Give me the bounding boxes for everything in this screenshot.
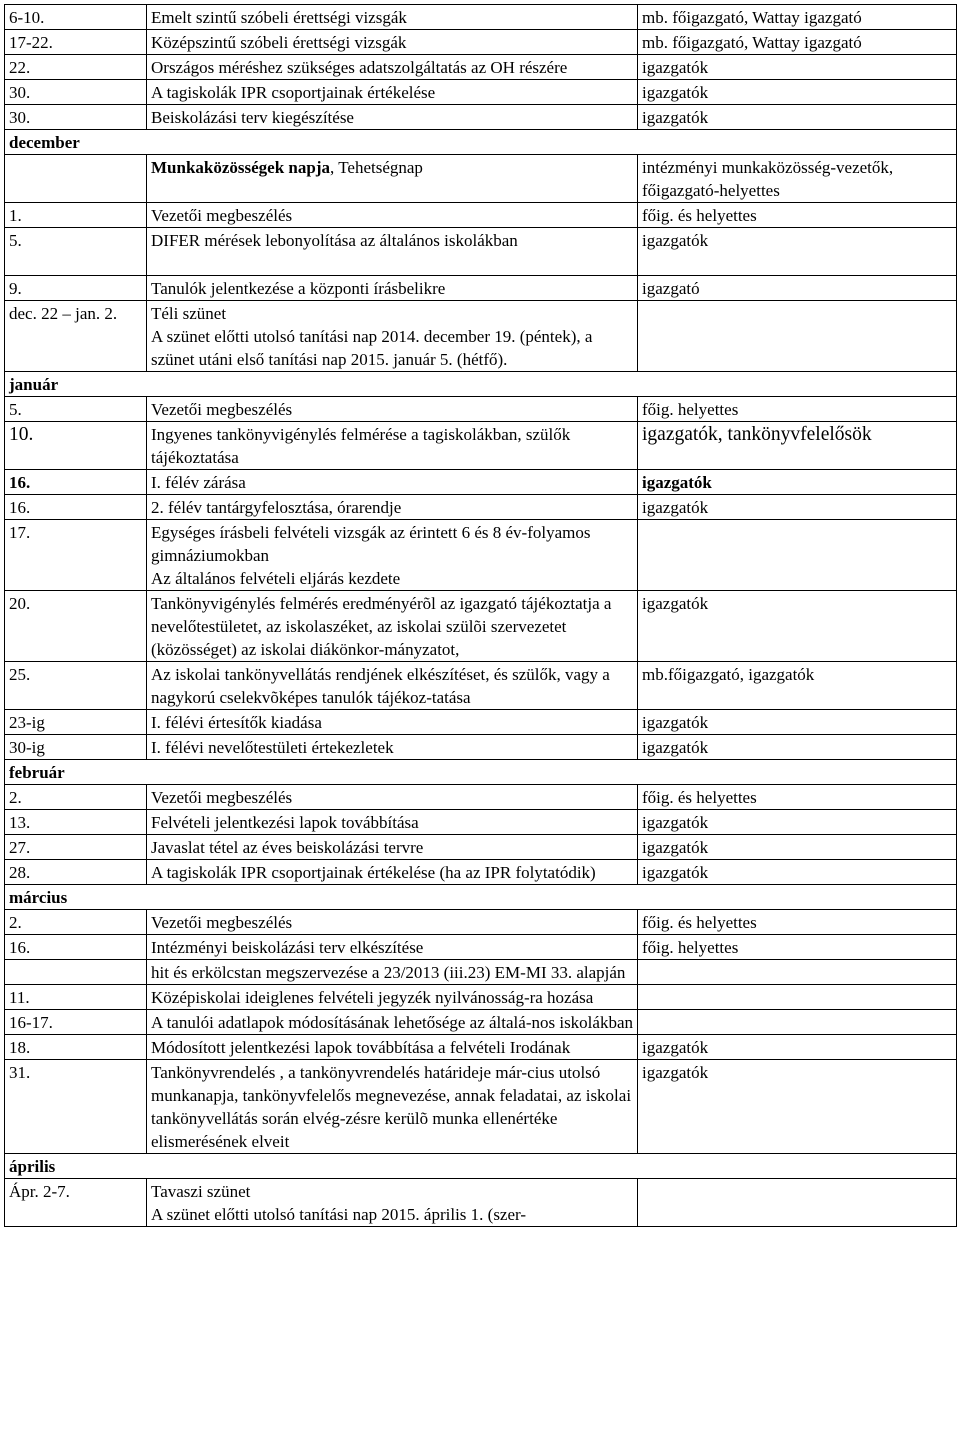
task-cell (147, 422, 638, 470)
date-cell: 5. (5, 228, 147, 276)
date-cell: 22. (5, 55, 147, 80)
responsible-cell (638, 960, 957, 985)
schedule-row (5, 785, 957, 810)
responsible-cell: igazgatók (638, 495, 957, 520)
date-cell: 16. (5, 470, 147, 495)
task-cell (147, 985, 638, 1010)
task-text: Középszintű szóbeli érettségi vizsgák (151, 33, 407, 52)
task-cell (147, 1179, 638, 1227)
task-cell (147, 203, 638, 228)
task-text: Ingyenes tankönyvigénylés felmérése a tagiskolákban, szülők tájékoztatása (151, 425, 571, 467)
task-cell (147, 1010, 638, 1035)
schedule-row (5, 710, 957, 735)
schedule-row (5, 1010, 957, 1035)
task-text: Középiskolai ideiglenes felvételi jegyzék nyilvánosság-ra hozása (151, 988, 594, 1007)
task-cell (147, 155, 638, 203)
responsible-cell (638, 1179, 957, 1227)
schedule-row (5, 397, 957, 422)
task-text: Vezetői megbeszélés (151, 206, 293, 225)
task-cell (147, 1060, 638, 1154)
schedule-row (5, 960, 957, 985)
task-text: Téli szünet A szünet előtti utolsó tanítási nap 2014. december 19. (péntek), a szünet utáni első tanítási nap 2015. január 5. (hétfő). (151, 304, 593, 369)
responsible-cell: főig. és helyettes (638, 203, 957, 228)
task-text: A tagiskolák IPR csoportjainak értékelése (151, 83, 436, 102)
date-cell (5, 155, 147, 203)
schedule-row (5, 591, 957, 662)
task-cell (147, 301, 638, 372)
schedule-row (5, 860, 957, 885)
schedule-row (5, 735, 957, 760)
task-text: Felvételi jelentkezési lapok továbbítása (151, 813, 419, 832)
schedule-row (5, 1060, 957, 1154)
task-cell (147, 30, 638, 55)
task-cell (147, 5, 638, 30)
date-cell: 10. (5, 422, 147, 470)
responsible-cell: igazgatók (638, 835, 957, 860)
responsible-cell: igazgatók (638, 228, 957, 276)
schedule-row (5, 276, 957, 301)
task-text: Vezetői megbeszélés (151, 788, 293, 807)
responsible-cell (638, 520, 957, 591)
task-text: I. félév zárása (151, 473, 246, 492)
task-cell (147, 470, 638, 495)
schedule-row (5, 30, 957, 55)
task-cell (147, 960, 638, 985)
date-cell: 1. (5, 203, 147, 228)
task-cell (147, 520, 638, 591)
schedule-table (4, 4, 957, 1227)
date-cell: 16. (5, 935, 147, 960)
responsible-cell (638, 985, 957, 1010)
month-label: április (5, 1154, 957, 1179)
schedule-row (5, 470, 957, 495)
task-text: Az iskolai tankönyvellátás rendjének elkészítéset, és szülők, vagy a nagykorú cselekvõképes tanulók tájékoz-tatása (151, 665, 610, 707)
task-cell (147, 910, 638, 935)
schedule-row (5, 1035, 957, 1060)
date-cell: 31. (5, 1060, 147, 1154)
task-text: I. félévi nevelőtestületi értekezletek (151, 738, 394, 757)
date-cell: 16. (5, 495, 147, 520)
schedule-row (5, 835, 957, 860)
task-text: Módosított jelentkezési lapok továbbítása a felvételi Irodának (151, 1038, 571, 1057)
responsible-cell: igazgatók (638, 591, 957, 662)
task-text: I. félévi értesítők kiadása (151, 713, 322, 732)
date-cell: 11. (5, 985, 147, 1010)
date-cell: 27. (5, 835, 147, 860)
task-text: A tanulói adatlapok módosításának lehetősége az általá-nos iskolákban (151, 1013, 633, 1032)
task-text: Tankönyvigénylés felmérés eredményérõl az igazgató tájékoztatja a nevelőtestületet, az iskolaszéket, az iskolai szülõi szervezetet (közösséget) az iskolai diákönkor-mányzatot, (151, 594, 612, 659)
date-cell: 25. (5, 662, 147, 710)
responsible-cell: igazgatók (638, 810, 957, 835)
responsible-cell: igazgatók (638, 1035, 957, 1060)
task-cell (147, 397, 638, 422)
date-cell: 23-ig (5, 710, 147, 735)
date-cell: 13. (5, 810, 147, 835)
task-text: Vezetői megbeszélés (151, 913, 293, 932)
responsible-cell: főig. helyettes (638, 397, 957, 422)
schedule-row (5, 155, 957, 203)
task-text: Beiskolázási terv kiegészítése (151, 108, 354, 127)
month-label: december (5, 130, 957, 155)
schedule-row (5, 910, 957, 935)
schedule-row (5, 301, 957, 372)
task-text: Egységes írásbeli felvételi vizsgák az érintett 6 és 8 év-folyamos gimnáziumokban Az általános felvételi eljárás kezdete (151, 523, 591, 588)
schedule-row (5, 422, 957, 470)
date-cell: 17-22. (5, 30, 147, 55)
responsible-cell: igazgatók, tankönyvfelelősök (638, 422, 957, 470)
task-cell (147, 228, 638, 276)
date-cell: 18. (5, 1035, 147, 1060)
schedule-row (5, 1179, 957, 1227)
task-cell (147, 1035, 638, 1060)
month-header-row (5, 130, 957, 155)
task-cell (147, 785, 638, 810)
task-text: Emelt szintű szóbeli érettségi vizsgák (151, 8, 407, 27)
schedule-row (5, 662, 957, 710)
date-cell: 6-10. (5, 5, 147, 30)
schedule-row (5, 80, 957, 105)
task-cell (147, 710, 638, 735)
task-cell (147, 935, 638, 960)
task-text: Vezetői megbeszélés (151, 400, 293, 419)
month-header-row (5, 1154, 957, 1179)
month-header-row (5, 760, 957, 785)
date-cell: 28. (5, 860, 147, 885)
date-cell: 30. (5, 105, 147, 130)
responsible-cell: igazgatók (638, 860, 957, 885)
task-cell (147, 55, 638, 80)
responsible-cell (638, 1010, 957, 1035)
schedule-rows (5, 5, 957, 1227)
schedule-row (5, 203, 957, 228)
date-cell: dec. 22 – jan. 2. (5, 301, 147, 372)
date-cell: 2. (5, 785, 147, 810)
task-text: Országos méréshez szükséges adatszolgáltatás az OH részére (151, 58, 568, 77)
responsible-cell: igazgatók (638, 105, 957, 130)
task-cell (147, 276, 638, 301)
task-text: DIFER mérések lebonyolítása az általános iskolákban (151, 231, 518, 250)
schedule-row (5, 228, 957, 276)
schedule-row (5, 5, 957, 30)
schedule-row (5, 105, 957, 130)
task-text: 2. félév tantárgyfelosztása, órarendje (151, 498, 402, 517)
responsible-cell: igazgatók (638, 55, 957, 80)
month-header-row (5, 372, 957, 397)
task-text: Tanulók jelentkezése a központi írásbelikre (151, 279, 446, 298)
date-cell: 2. (5, 910, 147, 935)
task-cell (147, 80, 638, 105)
responsible-cell: mb. főigazgató, Wattay igazgató (638, 30, 957, 55)
task-cell (147, 810, 638, 835)
date-cell: 9. (5, 276, 147, 301)
date-cell: 16-17. (5, 1010, 147, 1035)
responsible-cell: igazgatók (638, 470, 957, 495)
month-label: január (5, 372, 957, 397)
date-cell: 30. (5, 80, 147, 105)
responsible-cell: igazgató (638, 276, 957, 301)
task-cell (147, 735, 638, 760)
task-text: Javaslat tétel az éves beiskolázási tervre (151, 838, 424, 857)
schedule-row (5, 935, 957, 960)
month-header-row (5, 885, 957, 910)
schedule-row (5, 985, 957, 1010)
date-cell: 17. (5, 520, 147, 591)
document-page (4, 4, 956, 1227)
date-cell: Ápr. 2-7. (5, 1179, 147, 1227)
task-cell (147, 835, 638, 860)
task-text: , Tehetségnap (330, 158, 423, 177)
task-text: Intézményi beiskolázási terv elkészítése (151, 938, 424, 957)
responsible-cell: főig. helyettes (638, 935, 957, 960)
task-cell (147, 591, 638, 662)
responsible-cell: mb.főigazgató, igazgatók (638, 662, 957, 710)
task-text: hit és erkölcstan megszervezése a 23/2013 (iii.23) EM-MI 33. alapján (151, 963, 626, 982)
schedule-row (5, 55, 957, 80)
schedule-row (5, 810, 957, 835)
task-cell (147, 105, 638, 130)
date-cell: 20. (5, 591, 147, 662)
task-cell (147, 662, 638, 710)
date-cell (5, 960, 147, 985)
schedule-row (5, 495, 957, 520)
schedule-row (5, 520, 957, 591)
responsible-cell: igazgatók (638, 735, 957, 760)
responsible-cell: igazgatók (638, 710, 957, 735)
task-text: Tavaszi szünet A szünet előtti utolsó tanítási nap 2015. április 1. (szer- (151, 1182, 527, 1224)
responsible-cell: igazgatók (638, 80, 957, 105)
month-label: március (5, 885, 957, 910)
responsible-cell: mb. főigazgató, Wattay igazgató (638, 5, 957, 30)
date-cell: 30-ig (5, 735, 147, 760)
date-cell: 5. (5, 397, 147, 422)
task-cell (147, 860, 638, 885)
task-text: A tagiskolák IPR csoportjainak értékelése (ha az IPR folytatódik) (151, 863, 596, 882)
month-label: február (5, 760, 957, 785)
responsible-cell: intézményi munkaközösség-vezetők, főigazgató-helyettes (638, 155, 957, 203)
task-text: Tankönyvrendelés , a tankönyvrendelés határideje már-cius utolsó munkanapja, tankönyvfelelős megnevezése, annak feladatai, az iskolai tankönyvellátás során elvég-zésre kerülõ munka ellenértéke elismerésének elveit (151, 1063, 632, 1151)
responsible-cell: főig. és helyettes (638, 910, 957, 935)
task-bold-text: Munkaközösségek napja (151, 158, 331, 177)
responsible-cell: igazgatók (638, 1060, 957, 1154)
responsible-cell: főig. és helyettes (638, 785, 957, 810)
responsible-cell (638, 301, 957, 372)
task-cell (147, 495, 638, 520)
